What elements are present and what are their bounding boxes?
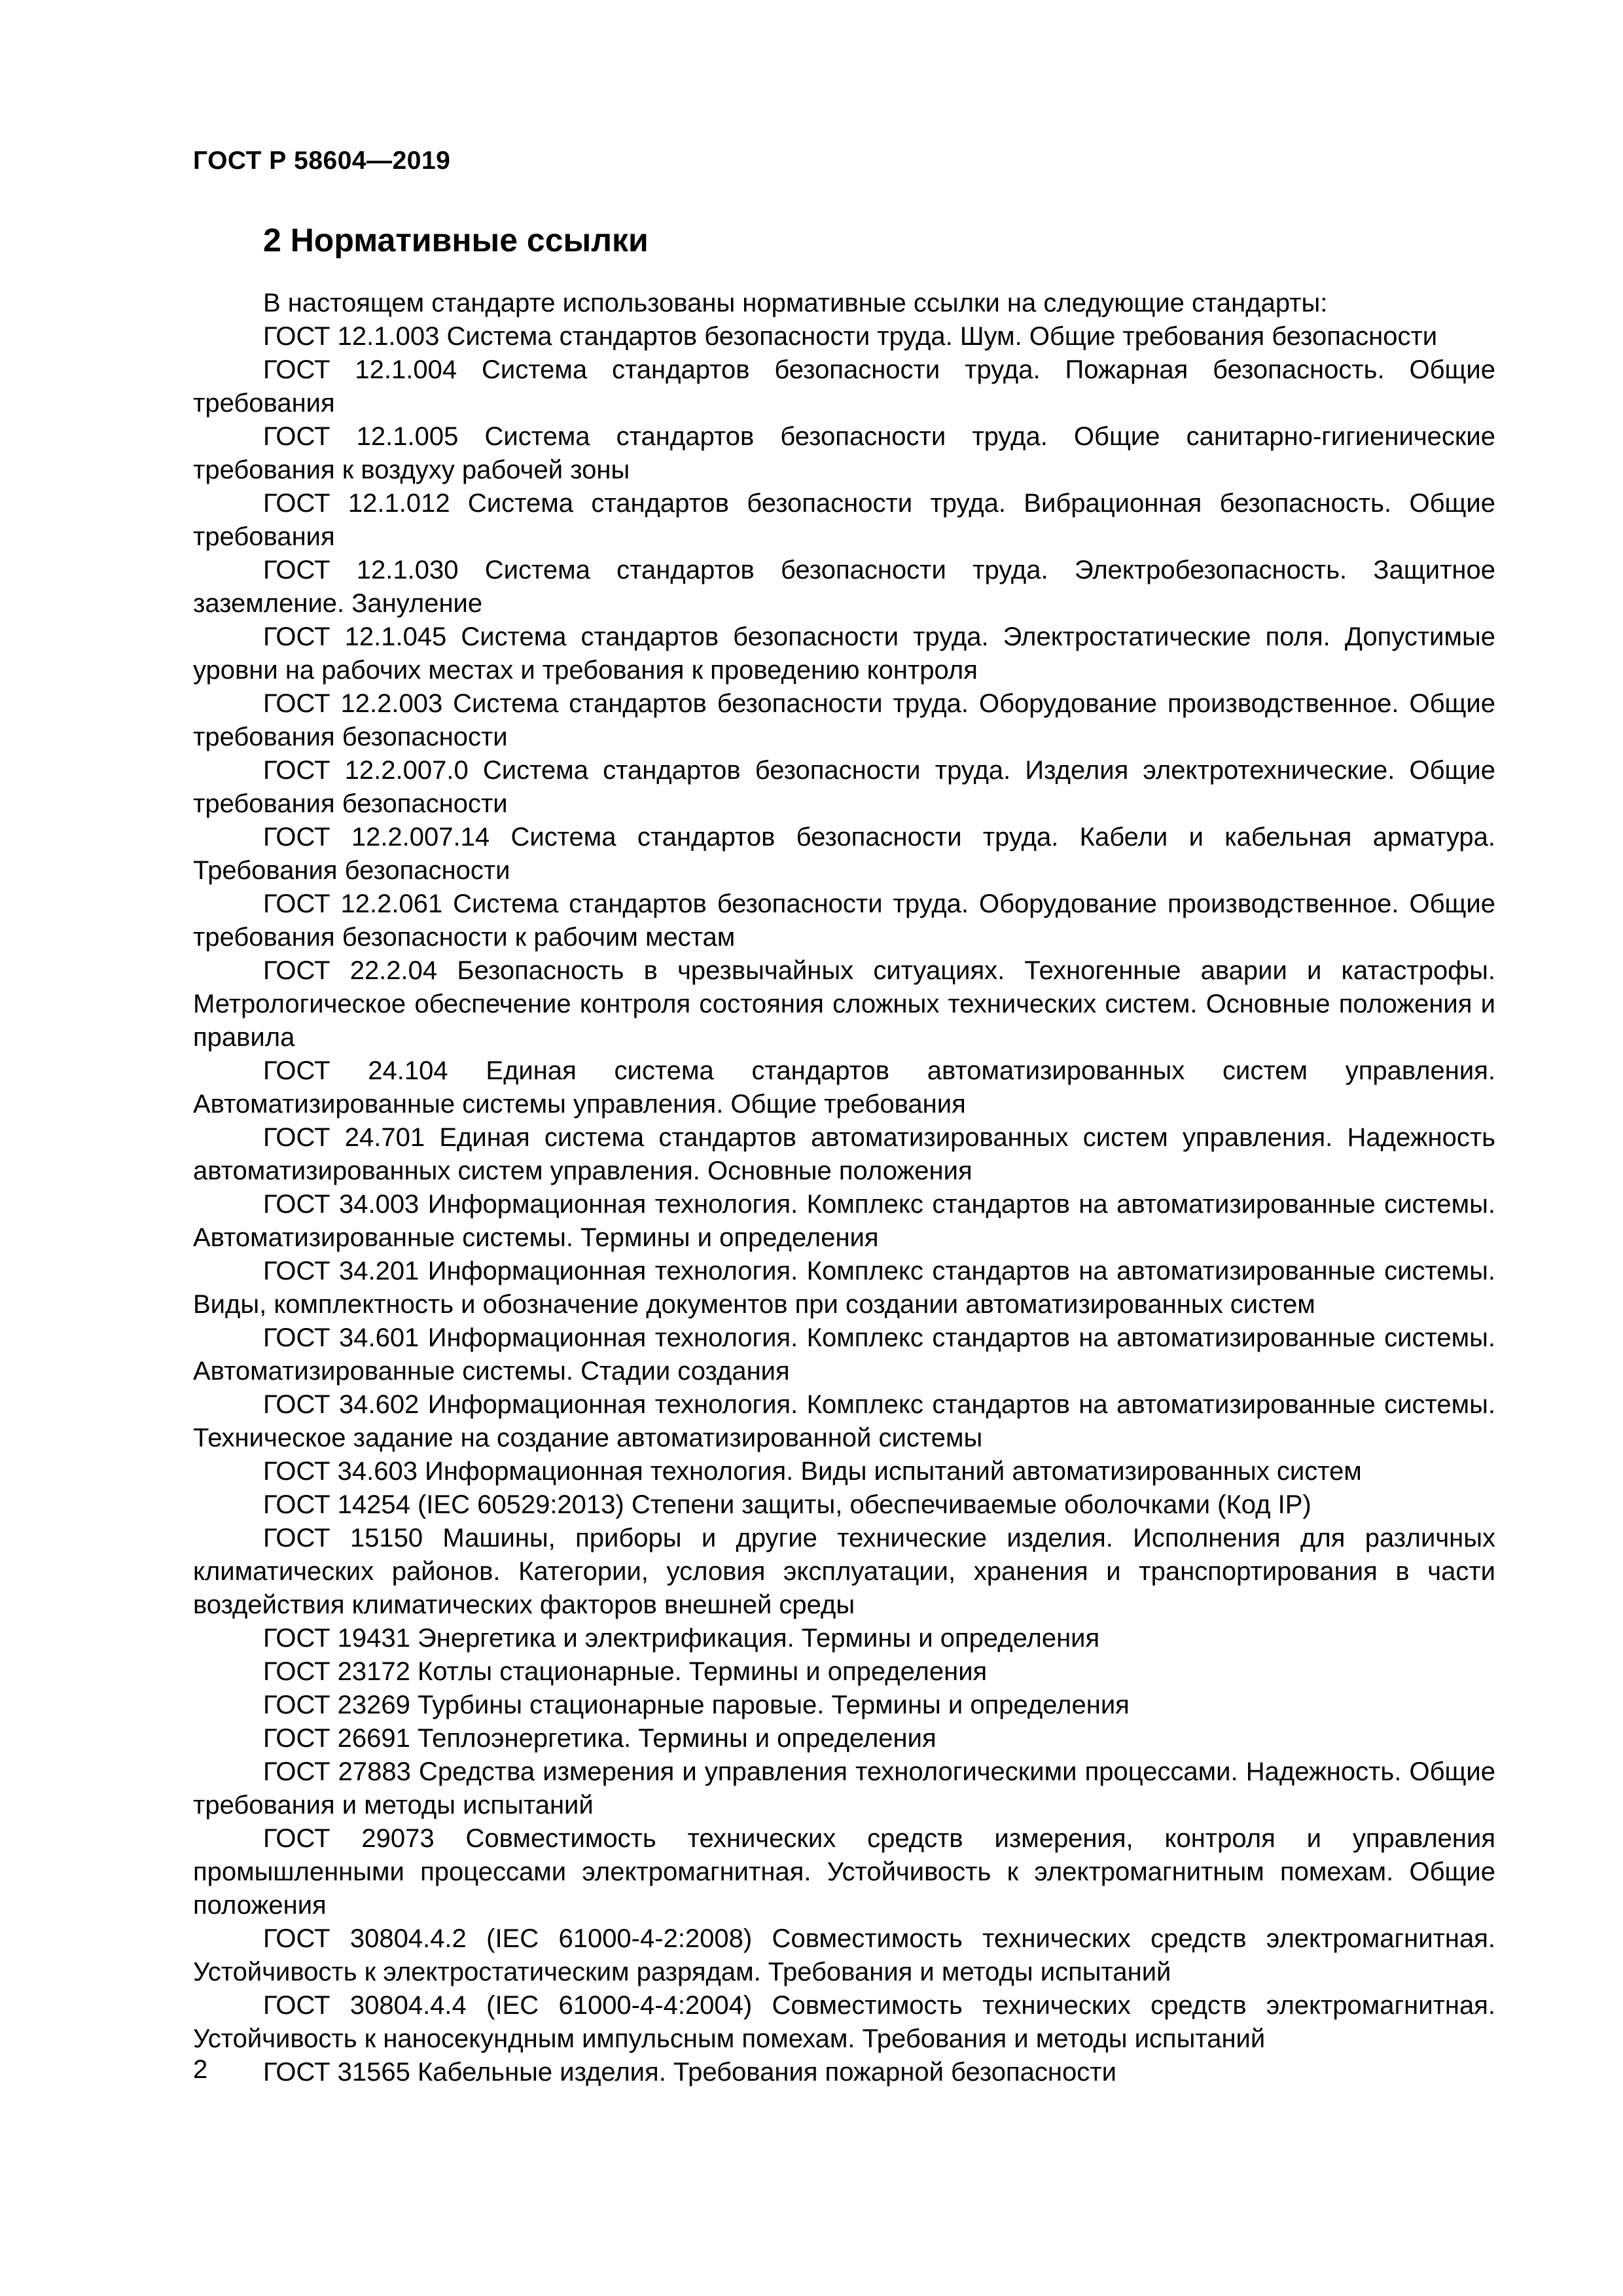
reference-item: ГОСТ 12.1.045 Система стандартов безопасности труда. Электростатические поля. Допустимые уровни на рабочих местах и требования к проведению контроля	[193, 622, 1495, 685]
reference-item: ГОСТ 19431 Энергетика и электрификация. Термины и определения	[263, 1624, 1100, 1653]
document-id-header: ГОСТ Р 58604—2019	[193, 147, 451, 175]
reference-item: ГОСТ 23269 Турбины стационарные паровые. Термины и определения	[263, 1691, 1130, 1719]
reference-item: ГОСТ 22.2.04 Безопасность в чрезвычайных ситуациях. Техногенные аварии и катастрофы. Метрологическое обеспечение контроля состояния сложных технических систем. Основные положения и правила	[193, 956, 1495, 1052]
reference-item: ГОСТ 34.003 Информационная технология. Комплекс стандартов на автоматизированные системы. Автоматизированные системы. Термины и определения	[193, 1190, 1495, 1252]
reference-item: ГОСТ 29073 Совместимость технических средств измерения, контроля и управления промышленными процессами электромагнитная. Устойчивость к электромагнитным помехам. Общие положения	[193, 1824, 1495, 1920]
reference-item: ГОСТ 23172 Котлы стационарные. Термины и определения	[263, 1657, 988, 1686]
reference-item: ГОСТ 24.701 Единая система стандартов автоматизированных систем управления. Надежность автоматизированных систем управления. Основные положения	[193, 1123, 1495, 1185]
reference-item: ГОСТ 14254 (IEC 60529:2013) Степени защиты, обеспечиваемые оболочками (Код IP)	[263, 1490, 1311, 1519]
section-title: 2 Нормативные ссылки	[263, 222, 649, 259]
reference-item: ГОСТ 34.601 Информационная технология. Комплекс стандартов на автоматизированные системы. Автоматизированные системы. Стадии создания	[193, 1323, 1495, 1386]
reference-item: ГОСТ 34.201 Информационная технология. Комплекс стандартов на автоматизированные системы. Виды, комплектность и обозначение документов при создании автоматизированных систем	[193, 1257, 1495, 1319]
reference-item: ГОСТ 27883 Средства измерения и управления технологическими процессами. Надежность. Общие требования и методы испытаний	[193, 1757, 1495, 1820]
reference-item: ГОСТ 30804.4.2 (IEC 61000-4-2:2008) Совместимость технических средств электромагнитная. Устойчивость к электростатическим разрядам. Требования и методы испытаний	[193, 1924, 1495, 1986]
reference-item: ГОСТ 12.1.005 Система стандартов безопасности труда. Общие санитарно-гигиенические требования к воздуху рабочей зоны	[193, 422, 1495, 484]
reference-item: ГОСТ 34.603 Информационная технология. Виды испытаний автоматизированных систем	[263, 1457, 1362, 1486]
reference-item: ГОСТ 31565 Кабельные изделия. Требования пожарной безопасности	[263, 2058, 1116, 2087]
reference-item: ГОСТ 12.1.012 Система стандартов безопасности труда. Вибрационная безопасность. Общие требования	[193, 489, 1495, 551]
reference-item: ГОСТ 12.1.003 Система стандартов безопасности труда. Шум. Общие требования безопасности	[263, 322, 1438, 351]
reference-item: ГОСТ 12.1.030 Система стандартов безопасности труда. Электробезопасность. Защитное заземление. Зануление	[193, 556, 1495, 618]
reference-item: ГОСТ 30804.4.4 (IEC 61000-4-4:2004) Совместимость технических средств электромагнитная. Устойчивость к наносекундным импульсным помехам. Требования и методы испытаний	[193, 1991, 1495, 2053]
reference-item: ГОСТ 24.104 Единая система стандартов автоматизированных систем управления. Автоматизированные системы управления. Общие требования	[193, 1056, 1495, 1119]
intro-paragraph: В настоящем стандарте использованы нормативные ссылки на следующие стандарты:	[263, 289, 1328, 317]
reference-item: ГОСТ 12.2.061 Система стандартов безопасности труда. Оборудование производственное. Общие требования безопасности к рабочим местам	[193, 889, 1495, 952]
reference-item: ГОСТ 12.2.007.14 Система стандартов безопасности труда. Кабели и кабельная арматура. Требования безопасности	[193, 823, 1495, 885]
reference-item: ГОСТ 12.2.007.0 Система стандартов безопасности труда. Изделия электротехнические. Общие требования безопасности	[193, 756, 1495, 818]
reference-item: ГОСТ 26691 Теплоэнергетика. Термины и определения	[263, 1724, 936, 1753]
reference-item: ГОСТ 34.602 Информационная технология. Комплекс стандартов на автоматизированные системы. Техническое задание на создание автоматизированной системы	[193, 1390, 1495, 1452]
reference-item: ГОСТ 12.2.003 Система стандартов безопасности труда. Оборудование производственное. Общие требования безопасности	[193, 689, 1495, 751]
reference-item: ГОСТ 12.1.004 Система стандартов безопасности труда. Пожарная безопасность. Общие требования	[193, 355, 1495, 418]
page-number: 2	[193, 2055, 208, 2084]
reference-item: ГОСТ 15150 Машины, приборы и другие технические изделия. Исполнения для различных климатических районов. Категории, условия эксплуатации, хранения и транспортирования в части воздействия климатических факторов внешней среды	[193, 1524, 1495, 1619]
references-body	[193, 287, 1495, 2089]
